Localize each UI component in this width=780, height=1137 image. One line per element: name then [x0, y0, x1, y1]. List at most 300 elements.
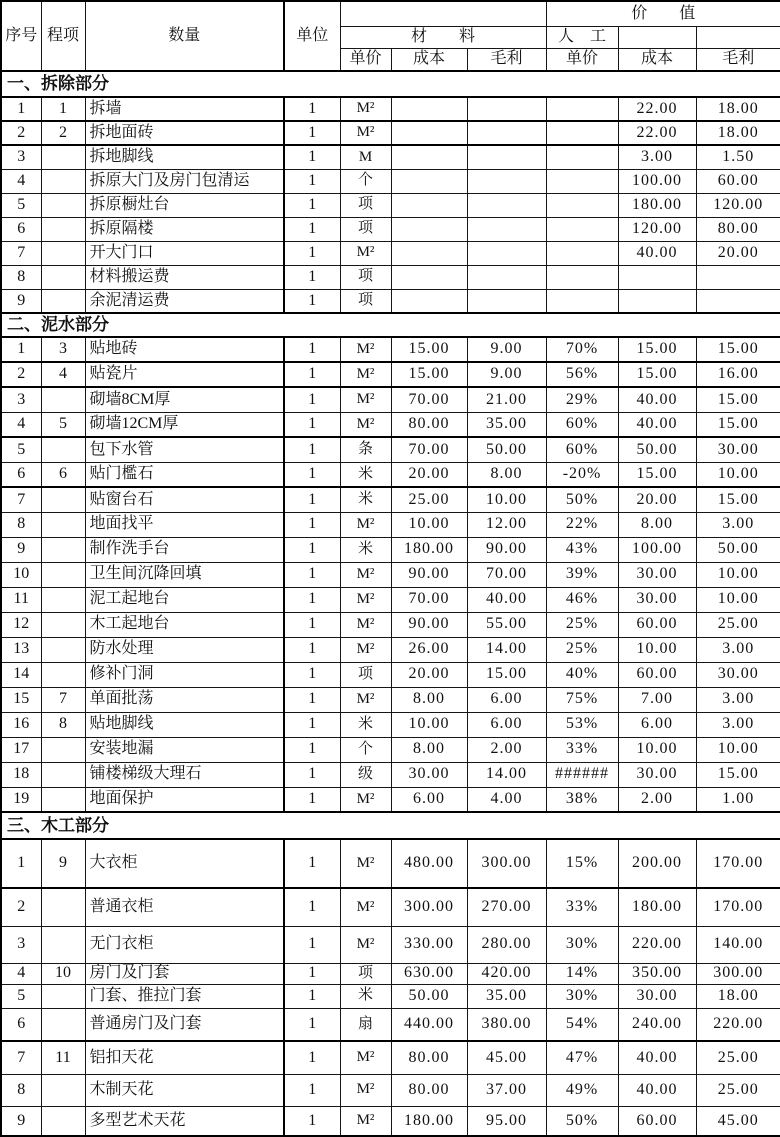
description-cell: 制作洗手台 — [85, 537, 284, 562]
unit-cell: 项 — [340, 193, 391, 217]
material-price-cell — [391, 217, 467, 241]
table-row — [1, 97, 780, 121]
material-price-cell: 330.00 — [391, 926, 467, 963]
quantity-cell: 1 — [284, 537, 340, 562]
item-no-cell — [41, 289, 85, 313]
quantity-cell: 1 — [284, 265, 340, 289]
margin-percent-cell: 50% — [546, 487, 618, 512]
unit-cell: M² — [340, 926, 391, 963]
material-price-cell: 50.00 — [391, 984, 467, 1008]
quantity-cell: 1 — [284, 412, 340, 437]
header-unit: 单位 — [284, 1, 340, 71]
labor-margin-cell: 18.00 — [696, 97, 780, 121]
header-labor-group: 人 工 — [546, 26, 618, 48]
material-cost-cell — [467, 289, 546, 313]
table-row — [1, 562, 780, 587]
material-cost-cell: 380.00 — [467, 1008, 546, 1041]
table-row — [1, 687, 780, 712]
quantity-cell: 1 — [284, 762, 340, 787]
header-quantity: 数量 — [85, 1, 284, 71]
unit-cell: M² — [340, 1106, 391, 1136]
item-no-cell — [41, 662, 85, 687]
material-cost-cell — [467, 169, 546, 193]
margin-percent-cell: 70% — [546, 337, 618, 362]
seq-cell: 3 — [1, 926, 41, 963]
labor-margin-cell: 45.00 — [696, 1106, 780, 1136]
margin-percent-cell: 56% — [546, 362, 618, 387]
material-price-cell: 10.00 — [391, 512, 467, 537]
quantity-cell: 1 — [284, 437, 340, 462]
material-cost-cell — [467, 217, 546, 241]
description-cell: 大衣柜 — [85, 839, 284, 888]
labor-cost-cell: 40.00 — [618, 241, 696, 265]
margin-percent-cell: 46% — [546, 587, 618, 612]
table-row — [1, 612, 780, 637]
table-row — [1, 412, 780, 437]
margin-percent-cell: 53% — [546, 712, 618, 737]
quantity-cell: 1 — [284, 712, 340, 737]
labor-cost-cell: 40.00 — [618, 1041, 696, 1074]
quantity-cell: 1 — [284, 169, 340, 193]
unit-cell: M² — [340, 97, 391, 121]
unit-cell: 项 — [340, 662, 391, 687]
unit-cell: M² — [340, 888, 391, 926]
seq-cell: 19 — [1, 787, 41, 812]
item-no-cell: 3 — [41, 337, 85, 362]
material-price-cell — [391, 193, 467, 217]
labor-cost-cell: 100.00 — [618, 537, 696, 562]
labor-margin-cell: 10.00 — [696, 587, 780, 612]
header-value-group: 价 值 — [546, 1, 780, 26]
description-cell: 防水处理 — [85, 637, 284, 662]
material-price-cell: 30.00 — [391, 762, 467, 787]
unit-cell: M — [340, 145, 391, 169]
description-cell: 砌墙12CM厚 — [85, 412, 284, 437]
section-title: 三、木工部分 — [1, 812, 780, 839]
material-price-cell: 70.00 — [391, 587, 467, 612]
table-row — [1, 587, 780, 612]
table-row — [1, 362, 780, 387]
material-cost-cell: 10.00 — [467, 487, 546, 512]
labor-margin-cell: 1.00 — [696, 787, 780, 812]
unit-cell: M² — [340, 587, 391, 612]
quantity-cell: 1 — [284, 984, 340, 1008]
description-cell: 拆地面砖 — [85, 121, 284, 145]
seq-cell: 2 — [1, 888, 41, 926]
unit-cell: M² — [340, 839, 391, 888]
material-cost-cell: 8.00 — [467, 462, 546, 487]
description-cell: 卫生间沉降回填 — [85, 562, 284, 587]
description-cell: 地面找平 — [85, 512, 284, 537]
header-material-margin: 毛利 — [467, 48, 546, 71]
header-seq: 序号 — [1, 1, 41, 71]
description-cell: 铺楼梯级大理石 — [85, 762, 284, 787]
item-no-cell: 5 — [41, 412, 85, 437]
labor-cost-cell: 20.00 — [618, 487, 696, 512]
item-no-cell — [41, 587, 85, 612]
seq-cell: 13 — [1, 637, 41, 662]
seq-cell: 2 — [1, 121, 41, 145]
seq-cell: 9 — [1, 537, 41, 562]
material-cost-cell: 40.00 — [467, 587, 546, 612]
description-cell: 贴门檻石 — [85, 462, 284, 487]
labor-margin-cell: 80.00 — [696, 217, 780, 241]
material-cost-cell — [467, 193, 546, 217]
material-cost-cell — [467, 121, 546, 145]
labor-margin-cell — [696, 265, 780, 289]
header-material-price: 单价 — [340, 48, 391, 71]
labor-margin-cell: 120.00 — [696, 193, 780, 217]
table-row — [1, 145, 780, 169]
description-cell: 开大门口 — [85, 241, 284, 265]
quantity-cell: 1 — [284, 145, 340, 169]
labor-margin-cell: 1.50 — [696, 145, 780, 169]
table-row — [1, 462, 780, 487]
labor-margin-cell: 16.00 — [696, 362, 780, 387]
table-row — [1, 762, 780, 787]
labor-cost-cell: 6.00 — [618, 712, 696, 737]
margin-percent-cell: 30% — [546, 984, 618, 1008]
material-cost-cell: 6.00 — [467, 712, 546, 737]
item-no-cell — [41, 487, 85, 512]
seq-cell: 11 — [1, 587, 41, 612]
material-price-cell: 25.00 — [391, 487, 467, 512]
unit-cell: 米 — [340, 712, 391, 737]
material-cost-cell: 35.00 — [467, 412, 546, 437]
item-no-cell — [41, 169, 85, 193]
material-cost-cell: 95.00 — [467, 1106, 546, 1136]
seq-cell: 7 — [1, 1041, 41, 1074]
table-row — [1, 637, 780, 662]
description-cell: 铝扣天花 — [85, 1041, 284, 1074]
table-row — [1, 387, 780, 412]
description-cell: 拆原橱灶台 — [85, 193, 284, 217]
header-spacer — [340, 1, 546, 26]
labor-cost-cell: 2.00 — [618, 787, 696, 812]
material-cost-cell: 270.00 — [467, 888, 546, 926]
material-cost-cell: 35.00 — [467, 984, 546, 1008]
item-no-cell — [41, 1074, 85, 1106]
quantity-cell: 1 — [284, 637, 340, 662]
margin-percent-cell: -20% — [546, 462, 618, 487]
seq-cell: 5 — [1, 437, 41, 462]
material-price-cell: 80.00 — [391, 412, 467, 437]
item-no-cell — [41, 437, 85, 462]
description-cell: 木工起地台 — [85, 612, 284, 637]
seq-cell: 4 — [1, 963, 41, 984]
material-cost-cell: 280.00 — [467, 926, 546, 963]
description-cell: 拆墙 — [85, 97, 284, 121]
item-no-cell: 2 — [41, 121, 85, 145]
margin-percent-cell — [546, 265, 618, 289]
labor-margin-cell: 3.00 — [696, 637, 780, 662]
item-no-cell — [41, 888, 85, 926]
quantity-cell: 1 — [284, 612, 340, 637]
description-cell: 泥工起地台 — [85, 587, 284, 612]
description-cell: 砌墙8CM厚 — [85, 387, 284, 412]
labor-margin-cell: 20.00 — [696, 241, 780, 265]
item-no-cell: 6 — [41, 462, 85, 487]
table-row — [1, 169, 780, 193]
labor-margin-cell: 18.00 — [696, 984, 780, 1008]
quantity-cell: 1 — [284, 1041, 340, 1074]
quantity-cell: 1 — [284, 963, 340, 984]
quantity-cell: 1 — [284, 512, 340, 537]
table-row — [1, 1074, 780, 1106]
material-price-cell: 300.00 — [391, 888, 467, 926]
unit-cell: M² — [340, 241, 391, 265]
margin-percent-cell: 29% — [546, 387, 618, 412]
header-value-cost: 成本 — [618, 48, 696, 71]
material-cost-cell: 4.00 — [467, 787, 546, 812]
material-cost-cell: 9.00 — [467, 337, 546, 362]
description-cell: 安装地漏 — [85, 737, 284, 762]
labor-cost-cell: 15.00 — [618, 362, 696, 387]
table-row — [1, 437, 780, 462]
table-row — [1, 337, 780, 362]
quantity-cell: 1 — [284, 839, 340, 888]
margin-percent-cell: 54% — [546, 1008, 618, 1041]
material-price-cell: 80.00 — [391, 1041, 467, 1074]
unit-cell: M² — [340, 412, 391, 437]
header-material-group: 材 料 — [340, 26, 546, 48]
seq-cell: 10 — [1, 562, 41, 587]
labor-margin-cell — [696, 289, 780, 313]
item-no-cell — [41, 265, 85, 289]
quantity-cell: 1 — [284, 337, 340, 362]
material-price-cell — [391, 97, 467, 121]
description-cell: 拆原大门及房门包清运 — [85, 169, 284, 193]
quantity-cell: 1 — [284, 487, 340, 512]
margin-percent-cell: 43% — [546, 537, 618, 562]
margin-percent-cell: 33% — [546, 737, 618, 762]
margin-percent-cell: 14% — [546, 963, 618, 984]
table-row — [1, 121, 780, 145]
labor-margin-cell: 220.00 — [696, 1008, 780, 1041]
description-cell: 普通房门及门套 — [85, 1008, 284, 1041]
item-no-cell: 11 — [41, 1041, 85, 1074]
labor-cost-cell: 40.00 — [618, 1074, 696, 1106]
header-empty-2 — [696, 26, 780, 48]
material-price-cell: 70.00 — [391, 437, 467, 462]
seq-cell: 7 — [1, 241, 41, 265]
material-price-cell: 8.00 — [391, 737, 467, 762]
labor-cost-cell: 15.00 — [618, 337, 696, 362]
margin-percent-cell: 25% — [546, 637, 618, 662]
seq-cell: 16 — [1, 712, 41, 737]
material-price-cell: 180.00 — [391, 1106, 467, 1136]
material-cost-cell: 9.00 — [467, 362, 546, 387]
labor-cost-cell: 30.00 — [618, 762, 696, 787]
labor-cost-cell: 22.00 — [618, 97, 696, 121]
item-no-cell: 8 — [41, 712, 85, 737]
table-row — [1, 737, 780, 762]
seq-cell: 8 — [1, 1074, 41, 1106]
margin-percent-cell — [546, 145, 618, 169]
seq-cell: 14 — [1, 662, 41, 687]
quantity-cell: 1 — [284, 662, 340, 687]
material-price-cell: 90.00 — [391, 562, 467, 587]
seq-cell: 9 — [1, 289, 41, 313]
unit-cell: M² — [340, 337, 391, 362]
quantity-cell: 1 — [284, 193, 340, 217]
labor-cost-cell: 60.00 — [618, 1106, 696, 1136]
item-no-cell — [41, 737, 85, 762]
material-price-cell: 20.00 — [391, 662, 467, 687]
material-cost-cell — [467, 145, 546, 169]
unit-cell: 米 — [340, 462, 391, 487]
labor-margin-cell: 10.00 — [696, 462, 780, 487]
labor-cost-cell — [618, 265, 696, 289]
material-cost-cell: 21.00 — [467, 387, 546, 412]
material-cost-cell: 12.00 — [467, 512, 546, 537]
material-cost-cell: 90.00 — [467, 537, 546, 562]
header-labor-price: 单价 — [546, 48, 618, 71]
description-cell: 木制天花 — [85, 1074, 284, 1106]
table-row — [1, 1106, 780, 1136]
material-price-cell: 6.00 — [391, 787, 467, 812]
labor-margin-cell: 300.00 — [696, 963, 780, 984]
item-no-cell — [41, 241, 85, 265]
table-row — [1, 926, 780, 963]
material-price-cell: 15.00 — [391, 337, 467, 362]
item-no-cell — [41, 926, 85, 963]
quantity-cell: 1 — [284, 121, 340, 145]
labor-margin-cell: 15.00 — [696, 487, 780, 512]
margin-percent-cell: 15% — [546, 839, 618, 888]
margin-percent-cell: 22% — [546, 512, 618, 537]
item-no-cell: 7 — [41, 687, 85, 712]
item-no-cell: 1 — [41, 97, 85, 121]
seq-cell: 3 — [1, 387, 41, 412]
table-row — [1, 1041, 780, 1074]
unit-cell: M² — [340, 387, 391, 412]
table-row — [1, 487, 780, 512]
margin-percent-cell — [546, 217, 618, 241]
description-cell: 多型艺术天花 — [85, 1106, 284, 1136]
unit-cell: M² — [340, 612, 391, 637]
labor-margin-cell: 3.00 — [696, 687, 780, 712]
unit-cell: M² — [340, 1041, 391, 1074]
material-cost-cell: 14.00 — [467, 762, 546, 787]
quantity-cell: 1 — [284, 687, 340, 712]
margin-percent-cell — [546, 121, 618, 145]
seq-cell: 4 — [1, 169, 41, 193]
labor-margin-cell: 15.00 — [696, 412, 780, 437]
material-price-cell — [391, 289, 467, 313]
seq-cell: 5 — [1, 984, 41, 1008]
description-cell: 拆地脚线 — [85, 145, 284, 169]
description-cell: 贴窗台石 — [85, 487, 284, 512]
item-no-cell — [41, 217, 85, 241]
labor-margin-cell: 50.00 — [696, 537, 780, 562]
material-price-cell: 630.00 — [391, 963, 467, 984]
item-no-cell — [41, 387, 85, 412]
material-price-cell: 180.00 — [391, 537, 467, 562]
material-cost-cell: 50.00 — [467, 437, 546, 462]
material-price-cell — [391, 241, 467, 265]
material-cost-cell: 420.00 — [467, 963, 546, 984]
description-cell: 门套、推拉门套 — [85, 984, 284, 1008]
labor-cost-cell: 8.00 — [618, 512, 696, 537]
material-cost-cell: 37.00 — [467, 1074, 546, 1106]
item-no-cell — [41, 612, 85, 637]
labor-cost-cell: 60.00 — [618, 612, 696, 637]
unit-cell: 米 — [340, 537, 391, 562]
item-no-cell — [41, 1106, 85, 1136]
header-empty-1 — [618, 26, 696, 48]
table-row — [1, 289, 780, 313]
labor-margin-cell: 170.00 — [696, 839, 780, 888]
seq-cell: 6 — [1, 217, 41, 241]
material-price-cell: 26.00 — [391, 637, 467, 662]
item-no-cell — [41, 1008, 85, 1041]
quantity-cell: 1 — [284, 289, 340, 313]
margin-percent-cell: 60% — [546, 437, 618, 462]
labor-cost-cell: 10.00 — [618, 637, 696, 662]
material-cost-cell: 14.00 — [467, 637, 546, 662]
unit-cell: 条 — [340, 437, 391, 462]
item-no-cell — [41, 145, 85, 169]
material-cost-cell: 6.00 — [467, 687, 546, 712]
seq-cell: 9 — [1, 1106, 41, 1136]
table-row — [1, 1008, 780, 1041]
labor-margin-cell: 15.00 — [696, 337, 780, 362]
description-cell: 单面批荡 — [85, 687, 284, 712]
quantity-cell: 1 — [284, 1008, 340, 1041]
unit-cell: 项 — [340, 217, 391, 241]
unit-cell: 项 — [340, 289, 391, 313]
unit-cell: 项 — [340, 963, 391, 984]
unit-cell: M² — [340, 362, 391, 387]
labor-margin-cell: 15.00 — [696, 387, 780, 412]
margin-percent-cell: 75% — [546, 687, 618, 712]
quantity-cell: 1 — [284, 1074, 340, 1106]
margin-percent-cell: 33% — [546, 888, 618, 926]
margin-percent-cell — [546, 289, 618, 313]
table-row — [1, 193, 780, 217]
seq-cell: 15 — [1, 687, 41, 712]
material-cost-cell: 2.00 — [467, 737, 546, 762]
table-body — [1, 71, 780, 1136]
description-cell: 包下水管 — [85, 437, 284, 462]
quantity-cell: 1 — [284, 362, 340, 387]
material-cost-cell — [467, 241, 546, 265]
unit-cell: 级 — [340, 762, 391, 787]
material-cost-cell: 45.00 — [467, 1041, 546, 1074]
table-row — [1, 241, 780, 265]
seq-cell: 8 — [1, 265, 41, 289]
margin-percent-cell — [546, 169, 618, 193]
seq-cell: 18 — [1, 762, 41, 787]
labor-cost-cell: 50.00 — [618, 437, 696, 462]
margin-percent-cell: 38% — [546, 787, 618, 812]
margin-percent-cell: ###### — [546, 762, 618, 787]
item-no-cell — [41, 762, 85, 787]
header-material-cost: 成本 — [391, 48, 467, 71]
material-price-cell: 8.00 — [391, 687, 467, 712]
margin-percent-cell — [546, 241, 618, 265]
labor-cost-cell: 100.00 — [618, 169, 696, 193]
labor-margin-cell: 25.00 — [696, 1041, 780, 1074]
description-cell: 余泥清运费 — [85, 289, 284, 313]
margin-percent-cell: 30% — [546, 926, 618, 963]
unit-cell: M² — [340, 687, 391, 712]
table-row — [1, 265, 780, 289]
seq-cell: 1 — [1, 839, 41, 888]
description-cell: 普通衣柜 — [85, 888, 284, 926]
table-row — [1, 839, 780, 888]
